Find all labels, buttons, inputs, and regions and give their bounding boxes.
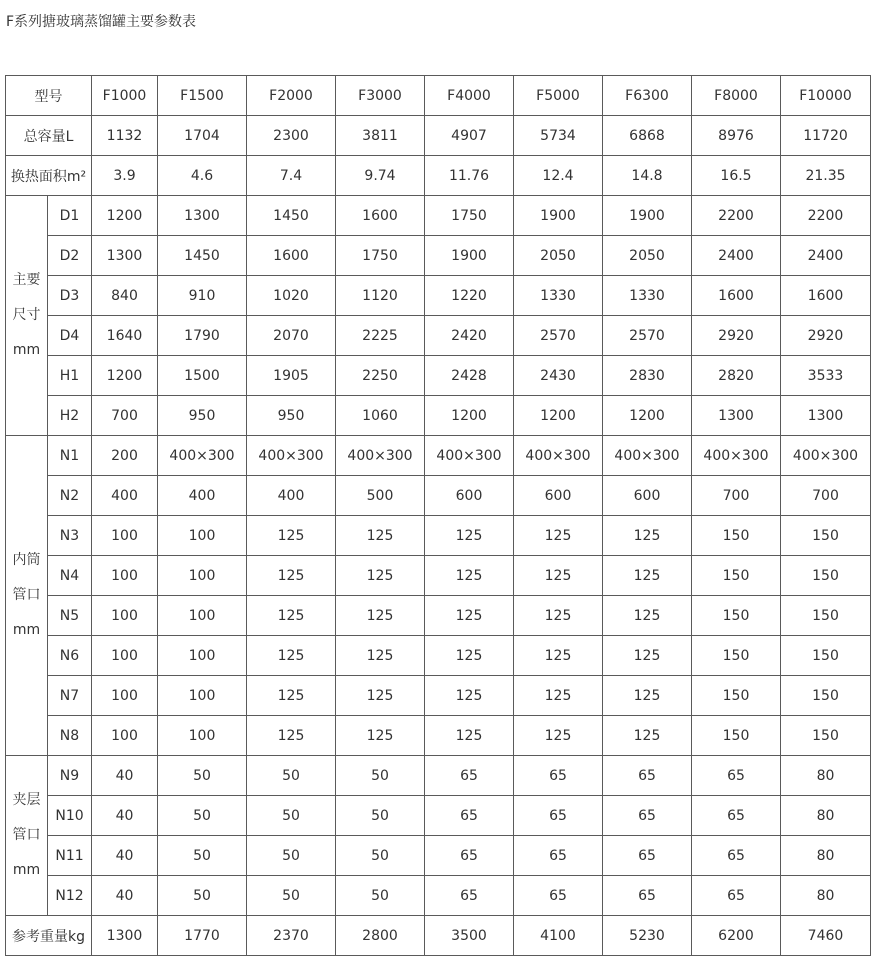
table-header-row [6, 76, 871, 116]
value-cell: 50 [336, 796, 425, 836]
value-cell: 100 [158, 596, 247, 636]
value-cell: 400×300 [781, 436, 871, 476]
value-cell: 50 [247, 796, 336, 836]
value-cell: 400 [92, 476, 158, 516]
value-cell: 65 [425, 756, 514, 796]
value-cell: 2400 [692, 236, 781, 276]
value-cell: 3500 [425, 916, 514, 956]
table-row [6, 276, 871, 316]
value-cell: 40 [92, 876, 158, 916]
value-cell: 1300 [692, 396, 781, 436]
value-cell: 4.6 [158, 156, 247, 196]
value-cell: 125 [514, 516, 603, 556]
model-cell: F2000 [247, 76, 336, 116]
value-cell: 50 [158, 796, 247, 836]
value-cell: 2200 [692, 196, 781, 236]
value-cell: 125 [425, 556, 514, 596]
value-cell: 6200 [692, 916, 781, 956]
group-label-line: mm [12, 862, 41, 878]
value-cell: 125 [247, 636, 336, 676]
value-cell: 2225 [336, 316, 425, 356]
value-cell: 125 [425, 716, 514, 756]
value-cell: 150 [781, 596, 871, 636]
table-row [6, 356, 871, 396]
value-cell: 2300 [247, 116, 336, 156]
value-cell: 80 [781, 836, 871, 876]
value-cell: 2050 [603, 236, 692, 276]
value-cell: 1330 [603, 276, 692, 316]
value-cell: 16.5 [692, 156, 781, 196]
value-cell: 65 [692, 876, 781, 916]
value-cell: 1200 [92, 356, 158, 396]
value-cell: 3533 [781, 356, 871, 396]
value-cell: 9.74 [336, 156, 425, 196]
value-cell: 150 [692, 676, 781, 716]
value-cell: 400×300 [336, 436, 425, 476]
value-cell: 100 [92, 716, 158, 756]
model-cell: F1000 [92, 76, 158, 116]
group-label-cell [6, 436, 48, 756]
sub-label-cell: N1 [48, 436, 92, 476]
value-cell: 100 [158, 516, 247, 556]
value-cell: 500 [336, 476, 425, 516]
sub-label-cell: H2 [48, 396, 92, 436]
value-cell: 2070 [247, 316, 336, 356]
value-cell: 6868 [603, 116, 692, 156]
value-cell: 1132 [92, 116, 158, 156]
value-cell: 150 [692, 636, 781, 676]
value-cell: 1330 [514, 276, 603, 316]
value-cell: 150 [781, 636, 871, 676]
table-row [6, 116, 871, 156]
value-cell: 65 [692, 756, 781, 796]
value-cell: 910 [158, 276, 247, 316]
value-cell: 50 [336, 836, 425, 876]
value-cell: 840 [92, 276, 158, 316]
table-row [6, 476, 871, 516]
value-cell: 1200 [92, 196, 158, 236]
value-cell: 2800 [336, 916, 425, 956]
value-cell: 125 [603, 716, 692, 756]
value-cell: 65 [603, 836, 692, 876]
table-row [6, 396, 871, 436]
value-cell: 100 [158, 556, 247, 596]
value-cell: 125 [514, 556, 603, 596]
value-cell: 125 [425, 676, 514, 716]
value-cell: 4907 [425, 116, 514, 156]
value-cell: 600 [425, 476, 514, 516]
value-cell: 14.8 [603, 156, 692, 196]
sub-label-cell: N4 [48, 556, 92, 596]
value-cell: 65 [603, 756, 692, 796]
table-row [6, 596, 871, 636]
value-cell: 65 [514, 836, 603, 876]
value-cell: 125 [603, 636, 692, 676]
value-cell: 125 [247, 676, 336, 716]
group-label-line: 管口 [12, 587, 41, 603]
value-cell: 1220 [425, 276, 514, 316]
value-cell: 3.9 [92, 156, 158, 196]
value-cell: 2428 [425, 356, 514, 396]
value-cell: 50 [247, 876, 336, 916]
sub-label-cell: N5 [48, 596, 92, 636]
value-cell: 50 [158, 756, 247, 796]
value-cell: 7460 [781, 916, 871, 956]
value-cell: 400 [158, 476, 247, 516]
sub-label-cell: N9 [48, 756, 92, 796]
value-cell: 150 [692, 556, 781, 596]
value-cell: 125 [425, 516, 514, 556]
value-cell: 1900 [514, 196, 603, 236]
value-cell: 65 [425, 796, 514, 836]
group-label-line: 内筒 [12, 552, 41, 568]
value-cell: 125 [425, 596, 514, 636]
value-cell: 80 [781, 796, 871, 836]
group-label-cell [6, 196, 48, 436]
value-cell: 1905 [247, 356, 336, 396]
value-cell: 65 [425, 876, 514, 916]
value-cell: 125 [336, 676, 425, 716]
sub-label-cell: D1 [48, 196, 92, 236]
model-cell: F3000 [336, 76, 425, 116]
value-cell: 400×300 [425, 436, 514, 476]
value-cell: 125 [514, 676, 603, 716]
value-cell: 125 [247, 516, 336, 556]
table-row [6, 636, 871, 676]
value-cell: 8976 [692, 116, 781, 156]
value-cell: 65 [603, 876, 692, 916]
value-cell: 100 [158, 636, 247, 676]
value-cell: 700 [781, 476, 871, 516]
sub-label-cell: N11 [48, 836, 92, 876]
table-row [6, 836, 871, 876]
table-row [6, 156, 871, 196]
group-label-line: 主要 [12, 272, 41, 288]
table-row [6, 876, 871, 916]
value-cell: 400×300 [247, 436, 336, 476]
value-cell: 125 [425, 636, 514, 676]
value-cell: 1200 [514, 396, 603, 436]
value-cell: 80 [781, 756, 871, 796]
value-cell: 5230 [603, 916, 692, 956]
value-cell: 12.4 [514, 156, 603, 196]
value-cell: 2400 [781, 236, 871, 276]
value-cell: 400×300 [514, 436, 603, 476]
value-cell: 1300 [781, 396, 871, 436]
value-cell: 100 [92, 676, 158, 716]
table-row [6, 436, 871, 476]
value-cell: 50 [158, 836, 247, 876]
value-cell: 65 [425, 836, 514, 876]
value-cell: 65 [692, 796, 781, 836]
value-cell: 50 [247, 756, 336, 796]
value-cell: 950 [247, 396, 336, 436]
value-cell: 125 [247, 596, 336, 636]
value-cell: 100 [92, 556, 158, 596]
row-label-cell: 总容量L [6, 116, 92, 156]
model-cell: F8000 [692, 76, 781, 116]
value-cell: 40 [92, 796, 158, 836]
value-cell: 100 [158, 676, 247, 716]
value-cell: 1120 [336, 276, 425, 316]
value-cell: 125 [336, 556, 425, 596]
sub-label-cell: N8 [48, 716, 92, 756]
value-cell: 125 [336, 636, 425, 676]
value-cell: 400×300 [158, 436, 247, 476]
value-cell: 1600 [692, 276, 781, 316]
table-row [6, 196, 871, 236]
weight-row [6, 916, 871, 956]
value-cell: 11720 [781, 116, 871, 156]
sub-label-cell: N10 [48, 796, 92, 836]
value-cell: 1900 [425, 236, 514, 276]
value-cell: 2820 [692, 356, 781, 396]
value-cell: 125 [603, 516, 692, 556]
value-cell: 4100 [514, 916, 603, 956]
value-cell: 125 [514, 636, 603, 676]
sub-label-cell: H1 [48, 356, 92, 396]
page-title: F系列搪玻璃蒸馏罐主要参数表 [6, 14, 197, 30]
value-cell: 100 [158, 716, 247, 756]
row-label-cell: 参考重量kg [6, 916, 92, 956]
model-cell: F1500 [158, 76, 247, 116]
value-cell: 1600 [247, 236, 336, 276]
value-cell: 150 [692, 596, 781, 636]
value-cell: 2250 [336, 356, 425, 396]
table-row [6, 756, 871, 796]
model-cell: F6300 [603, 76, 692, 116]
value-cell: 950 [158, 396, 247, 436]
value-cell: 2420 [425, 316, 514, 356]
value-cell: 5734 [514, 116, 603, 156]
value-cell: 1060 [336, 396, 425, 436]
value-cell: 1600 [336, 196, 425, 236]
value-cell: 65 [514, 796, 603, 836]
model-cell: F4000 [425, 76, 514, 116]
value-cell: 65 [514, 876, 603, 916]
group-label-cell [6, 756, 48, 916]
value-cell: 2370 [247, 916, 336, 956]
value-cell: 1500 [158, 356, 247, 396]
value-cell: 80 [781, 876, 871, 916]
value-cell: 125 [514, 596, 603, 636]
value-cell: 2200 [781, 196, 871, 236]
value-cell: 1750 [425, 196, 514, 236]
group-label-line: mm [12, 622, 41, 638]
value-cell: 7.4 [247, 156, 336, 196]
sub-label-cell: D4 [48, 316, 92, 356]
value-cell: 200 [92, 436, 158, 476]
value-cell: 1020 [247, 276, 336, 316]
value-cell: 1640 [92, 316, 158, 356]
sub-label-cell: N2 [48, 476, 92, 516]
value-cell: 125 [514, 716, 603, 756]
value-cell: 600 [603, 476, 692, 516]
table-row [6, 236, 871, 276]
value-cell: 100 [92, 516, 158, 556]
value-cell: 1790 [158, 316, 247, 356]
value-cell: 1750 [336, 236, 425, 276]
value-cell: 1770 [158, 916, 247, 956]
value-cell: 2920 [692, 316, 781, 356]
value-cell: 400×300 [692, 436, 781, 476]
value-cell: 1300 [158, 196, 247, 236]
group-label-line: mm [12, 342, 41, 358]
value-cell: 65 [692, 836, 781, 876]
value-cell: 65 [603, 796, 692, 836]
value-cell: 125 [336, 516, 425, 556]
table-row [6, 556, 871, 596]
table-row [6, 316, 871, 356]
sub-label-cell: N3 [48, 516, 92, 556]
value-cell: 65 [514, 756, 603, 796]
value-cell: 1900 [603, 196, 692, 236]
value-cell: 400×300 [603, 436, 692, 476]
group-label-line: 尺寸 [12, 307, 41, 323]
sub-label-cell: N6 [48, 636, 92, 676]
value-cell: 125 [336, 716, 425, 756]
value-cell: 1450 [158, 236, 247, 276]
value-cell: 1200 [425, 396, 514, 436]
value-cell: 2570 [603, 316, 692, 356]
table-row [6, 516, 871, 556]
value-cell: 2050 [514, 236, 603, 276]
value-cell: 1450 [247, 196, 336, 236]
value-cell: 40 [92, 756, 158, 796]
value-cell: 50 [247, 836, 336, 876]
value-cell: 150 [781, 556, 871, 596]
value-cell: 1300 [92, 916, 158, 956]
value-cell: 125 [603, 676, 692, 716]
value-cell: 50 [336, 756, 425, 796]
value-cell: 125 [603, 556, 692, 596]
value-cell: 125 [247, 556, 336, 596]
table-row [6, 716, 871, 756]
value-cell: 40 [92, 836, 158, 876]
sub-label-cell: N12 [48, 876, 92, 916]
value-cell: 700 [92, 396, 158, 436]
value-cell: 50 [336, 876, 425, 916]
value-cell: 150 [692, 516, 781, 556]
value-cell: 150 [781, 516, 871, 556]
model-cell: F10000 [781, 76, 871, 116]
value-cell: 400 [247, 476, 336, 516]
value-cell: 600 [514, 476, 603, 516]
sub-label-cell: N7 [48, 676, 92, 716]
value-cell: 2570 [514, 316, 603, 356]
value-cell: 2920 [781, 316, 871, 356]
sub-label-cell: D2 [48, 236, 92, 276]
value-cell: 150 [781, 676, 871, 716]
value-cell: 700 [692, 476, 781, 516]
value-cell: 125 [603, 596, 692, 636]
value-cell: 50 [158, 876, 247, 916]
value-cell: 3811 [336, 116, 425, 156]
value-cell: 1600 [781, 276, 871, 316]
value-cell: 11.76 [425, 156, 514, 196]
table-row [6, 796, 871, 836]
value-cell: 150 [692, 716, 781, 756]
group-label-line: 管口 [12, 827, 41, 843]
table-row [6, 676, 871, 716]
value-cell: 1704 [158, 116, 247, 156]
value-cell: 21.35 [781, 156, 871, 196]
model-header-cell: 型号 [6, 76, 92, 116]
value-cell: 1300 [92, 236, 158, 276]
row-label-cell: 换热面积m² [6, 156, 92, 196]
parameter-table [5, 75, 871, 956]
value-cell: 2830 [603, 356, 692, 396]
value-cell: 150 [781, 716, 871, 756]
value-cell: 125 [336, 596, 425, 636]
value-cell: 1200 [603, 396, 692, 436]
value-cell: 100 [92, 596, 158, 636]
value-cell: 2430 [514, 356, 603, 396]
value-cell: 125 [247, 716, 336, 756]
value-cell: 100 [92, 636, 158, 676]
sub-label-cell: D3 [48, 276, 92, 316]
group-label-line: 夹层 [12, 792, 41, 808]
model-cell: F5000 [514, 76, 603, 116]
